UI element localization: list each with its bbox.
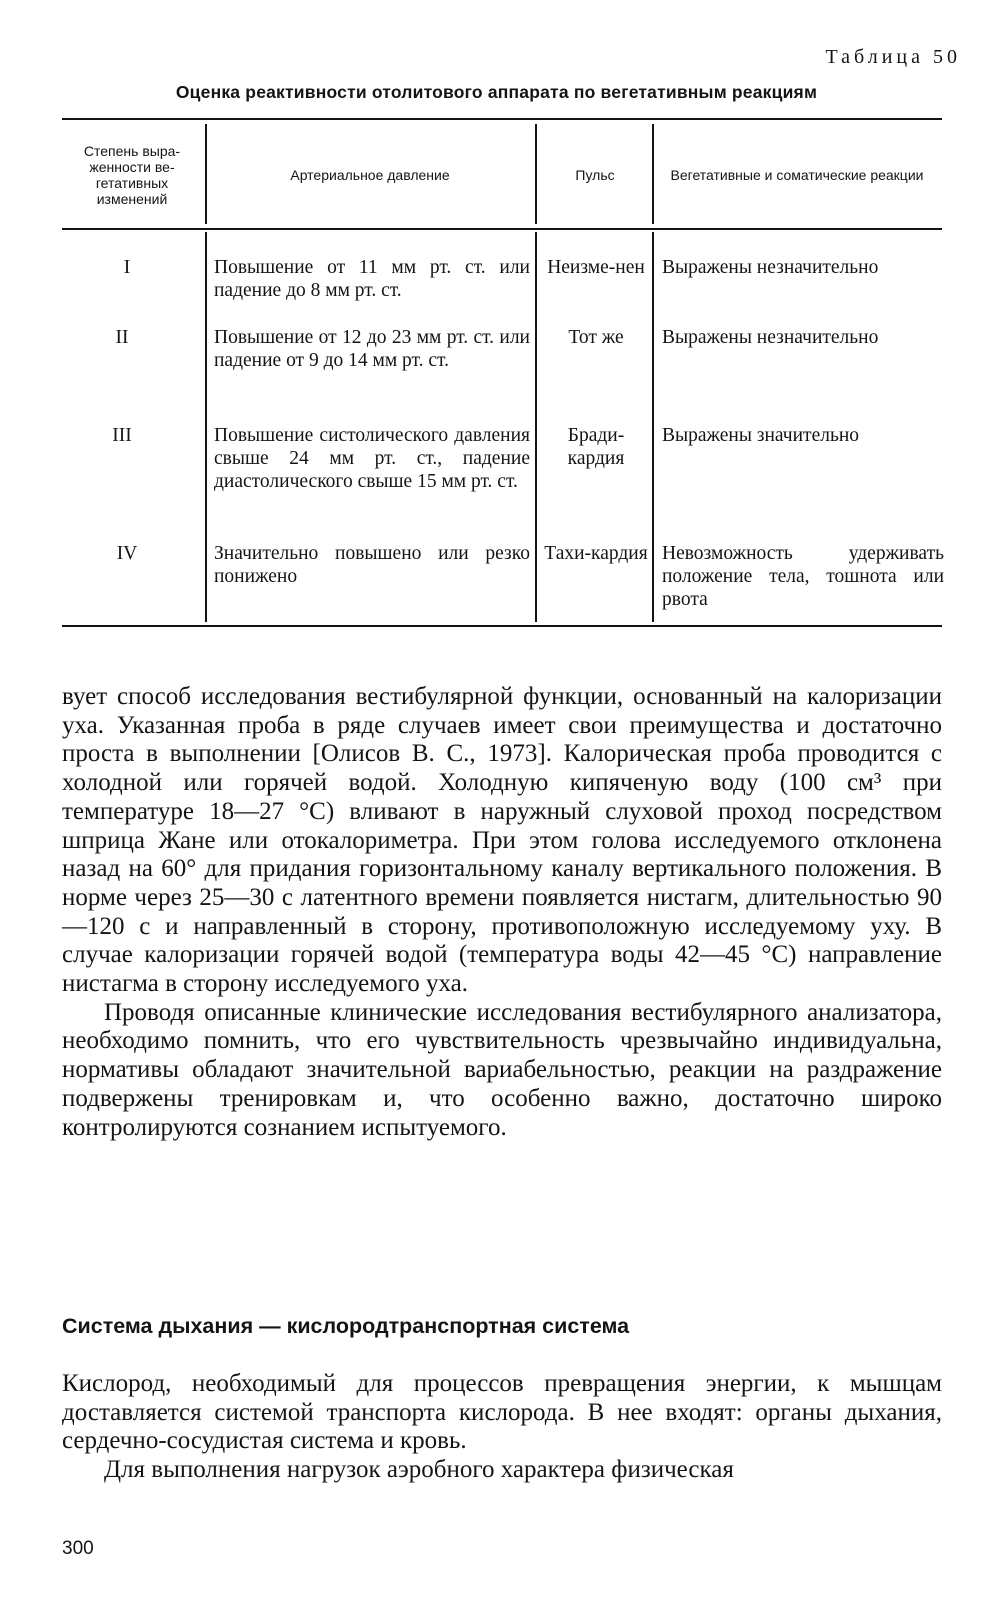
table-number: Таблица 50 bbox=[825, 46, 961, 68]
row-3-pressure: Повышение систолического давления свыше 24 мм рт. ст., падение диастолического свыше 15 мм рт. ст. bbox=[214, 425, 530, 492]
row-2-grade: II bbox=[115, 327, 129, 348]
paragraph: Кислород, необходимый для процессов превращения энергии, к мышцам доставляется системой транспорта кислорода. В нее входят: органы дыхания, сердечно-сосудистая система и кровь. bbox=[62, 1370, 942, 1455]
column-divider bbox=[652, 124, 654, 224]
row-4-pressure: Значительно повышено или резко понижено bbox=[214, 543, 530, 587]
table-bottom-rule bbox=[62, 625, 942, 627]
row-1-reactions: Выражены незначительно bbox=[662, 257, 879, 278]
row-3-grade: III bbox=[112, 425, 132, 446]
header-reactions: Вегетативные и соматические реакции bbox=[670, 167, 924, 183]
header-pulse: Пульс bbox=[575, 167, 615, 183]
column-divider bbox=[205, 124, 207, 224]
row-4-reactions: Невозможность удерживать положение тела, тошнота или рвота bbox=[662, 543, 944, 610]
row-2-pressure: Повышение от 12 до 23 мм рт. ст. или падение от 9 до 14 мм рт. ст. bbox=[214, 327, 530, 371]
row-2-reactions: Выражены незначительно bbox=[662, 327, 879, 348]
row-1-pulse: Неизме-нен bbox=[547, 257, 645, 278]
row-1-pressure: Повышение от 11 мм рт. ст. или падение до 8 мм рт. ст. bbox=[214, 257, 530, 301]
header-pressure: Артериальное давление bbox=[290, 167, 450, 183]
section-text-block bbox=[62, 1370, 942, 1485]
column-divider bbox=[205, 232, 207, 622]
row-4-pulse: Тахи-кардия bbox=[544, 543, 648, 564]
table-caption: Оценка реактивности отолитового аппарата по вегетативным реакциям bbox=[175, 82, 818, 102]
row-1-grade: I bbox=[123, 257, 131, 278]
row-3-pulse: Бради-кардия bbox=[567, 425, 625, 469]
column-divider bbox=[535, 232, 537, 622]
row-3-reactions: Выражены значительно bbox=[662, 425, 860, 446]
row-4-grade: IV bbox=[116, 543, 138, 564]
column-divider bbox=[535, 124, 537, 224]
section-heading: Система дыхания — кислородтранспортная система bbox=[62, 1314, 630, 1338]
paragraph: Для выполнения нагрузок аэробного характера физическая bbox=[104, 1456, 734, 1484]
paragraph: Проводя описанные клинические исследования вестибулярного анализатора, необходимо помнить, что его чувствительность чрезвычайно индивидуальна, нормативы обладают значительной вариабельностью, реакции на раздражение подвержены тренировкам и, что особенно важно, достаточно широко контролируются сознанием испытуемого. bbox=[62, 998, 942, 1141]
column-divider bbox=[652, 232, 654, 622]
header-grade: Степень выра-женности ве-гетативных изменений bbox=[83, 143, 181, 207]
table-top-rule bbox=[62, 118, 942, 120]
page-number: 300 bbox=[62, 1538, 94, 1559]
paragraph: вует способ исследования вестибулярной функции, основанный на калоризации уха. Указанная проба в ряде случаев имеет свои преимущества и достаточно проста в выполнении [Олисов В. С., 1973]. Калорическая проба проводится с холодной или горячей водой. Холодную кипяченую воду (100 см³ при температуре 18—27 °С) вливают в наружный слуховой проход посредством шприца Жане или отокалориметра. При этом голова исследуемого отклонена назад на 60° для придания горизонтальному каналу вертикального положения. В норме через 25—30 с латентного времени появляется нистагм, длительностью 90—120 с и направленный в сторону, противоположную исследуемому уху. В случае калоризации горячей водой (температура воды 42—45 °С) направление нистагма в сторону исследуемого уха. bbox=[62, 683, 942, 998]
body-text-block bbox=[62, 683, 942, 1142]
table-header-rule bbox=[62, 228, 942, 230]
row-2-pulse: Тот же bbox=[568, 327, 624, 348]
